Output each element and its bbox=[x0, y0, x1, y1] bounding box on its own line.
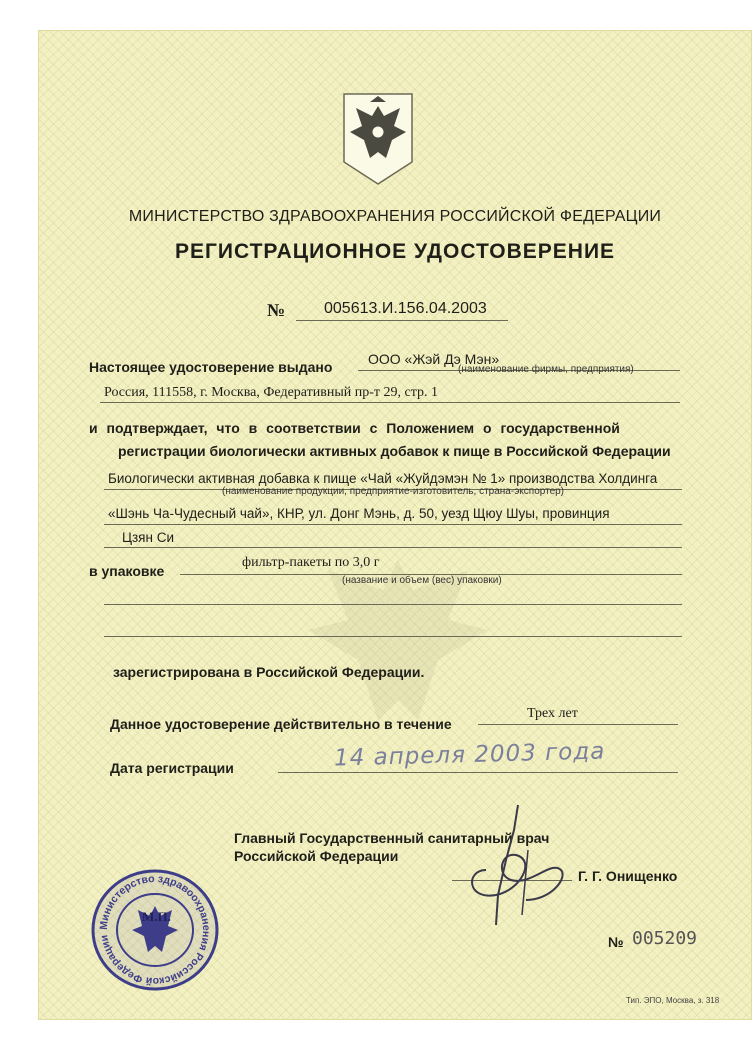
signatory-name: Г. Г. Онищенко bbox=[578, 868, 678, 884]
packaging-label: в упаковке bbox=[89, 563, 165, 579]
blank-line-2 bbox=[104, 636, 682, 637]
official-stamp bbox=[90, 868, 220, 992]
product-hint: (наименование продукции, предприятие-изготовитель, страна-экспортер) bbox=[222, 486, 565, 497]
product-line-3: Цзян Си bbox=[122, 530, 174, 545]
signatory-title-1: Главный Государственный санитарный врач bbox=[234, 830, 550, 846]
company-hint: (наименование фирмы, предприятия) bbox=[458, 364, 634, 375]
certificate-number: 005613.И.156.04.2003 bbox=[324, 300, 487, 317]
number-sign: № bbox=[267, 300, 286, 320]
packaging-value: фильтр-пакеты по 3,0 г bbox=[242, 555, 380, 570]
packaging-hint: (название и объем (вес) упаковки) bbox=[342, 575, 502, 586]
issued-label: Настоящее удостоверение выдано bbox=[89, 359, 333, 375]
form-number-sign: № bbox=[608, 934, 624, 950]
confirms-line-2: регистрации биологически активных добавок к пище в Российской Федерации bbox=[118, 443, 671, 459]
signatory-title-2: Российской Федерации bbox=[234, 848, 399, 864]
product-line-1: Биологически активная добавка к пище «Чай «Жуйдэмэн № 1» производства Холдинга bbox=[108, 471, 658, 486]
printer-imprint: Тип. ЭПО, Москва, з. 318 bbox=[626, 996, 720, 1005]
registered-statement: зарегистрирована в Российской Федерации. bbox=[113, 664, 425, 680]
number-underline bbox=[296, 320, 508, 321]
blank-line-1 bbox=[104, 604, 682, 605]
company-name: ООО «Жэй Дэ Мэн» bbox=[368, 351, 500, 367]
validity-label: Данное удостоверение действительно в течение bbox=[110, 716, 452, 732]
stamp-ring-icon bbox=[90, 868, 220, 992]
stamp-center: М.П. bbox=[142, 909, 171, 924]
coat-of-arms-icon bbox=[342, 92, 414, 186]
stamp-text: Министерство здравоохранения Российской Федерации bbox=[97, 872, 213, 988]
confirms-line-1: и подтверждает, что в соответствии с Положением о государственной bbox=[89, 420, 620, 436]
certificate-sheet bbox=[38, 30, 752, 1020]
registration-date: 14 апреля 2003 года bbox=[333, 738, 606, 772]
signature bbox=[456, 800, 576, 930]
ministry-header: МИНИСТЕРСТВО ЗДРАВООХРАНЕНИЯ РОССИЙСКОЙ ФЕДЕРАЦИИ bbox=[128, 208, 662, 225]
product-underline-3 bbox=[104, 547, 682, 548]
date-label: Дата регистрации bbox=[110, 760, 234, 776]
date-underline bbox=[278, 772, 678, 773]
form-number: 005209 bbox=[632, 928, 698, 949]
product-underline-2 bbox=[104, 524, 682, 525]
address-underline bbox=[100, 402, 680, 403]
document-title: РЕГИСТРАЦИОННОЕ УДОСТОВЕРЕНИЕ bbox=[174, 240, 616, 263]
product-line-2: «Шэнь Ча-Чудесный чай», КНР, ул. Донг Мэнь, д. 50, уезд Щюу Шуы, провинция bbox=[108, 506, 610, 521]
company-address: Россия, 111558, г. Москва, Федеративный пр-т 29, стр. 1 bbox=[104, 385, 439, 400]
validity-underline bbox=[478, 724, 678, 725]
validity-value: Трех лет bbox=[527, 706, 578, 721]
